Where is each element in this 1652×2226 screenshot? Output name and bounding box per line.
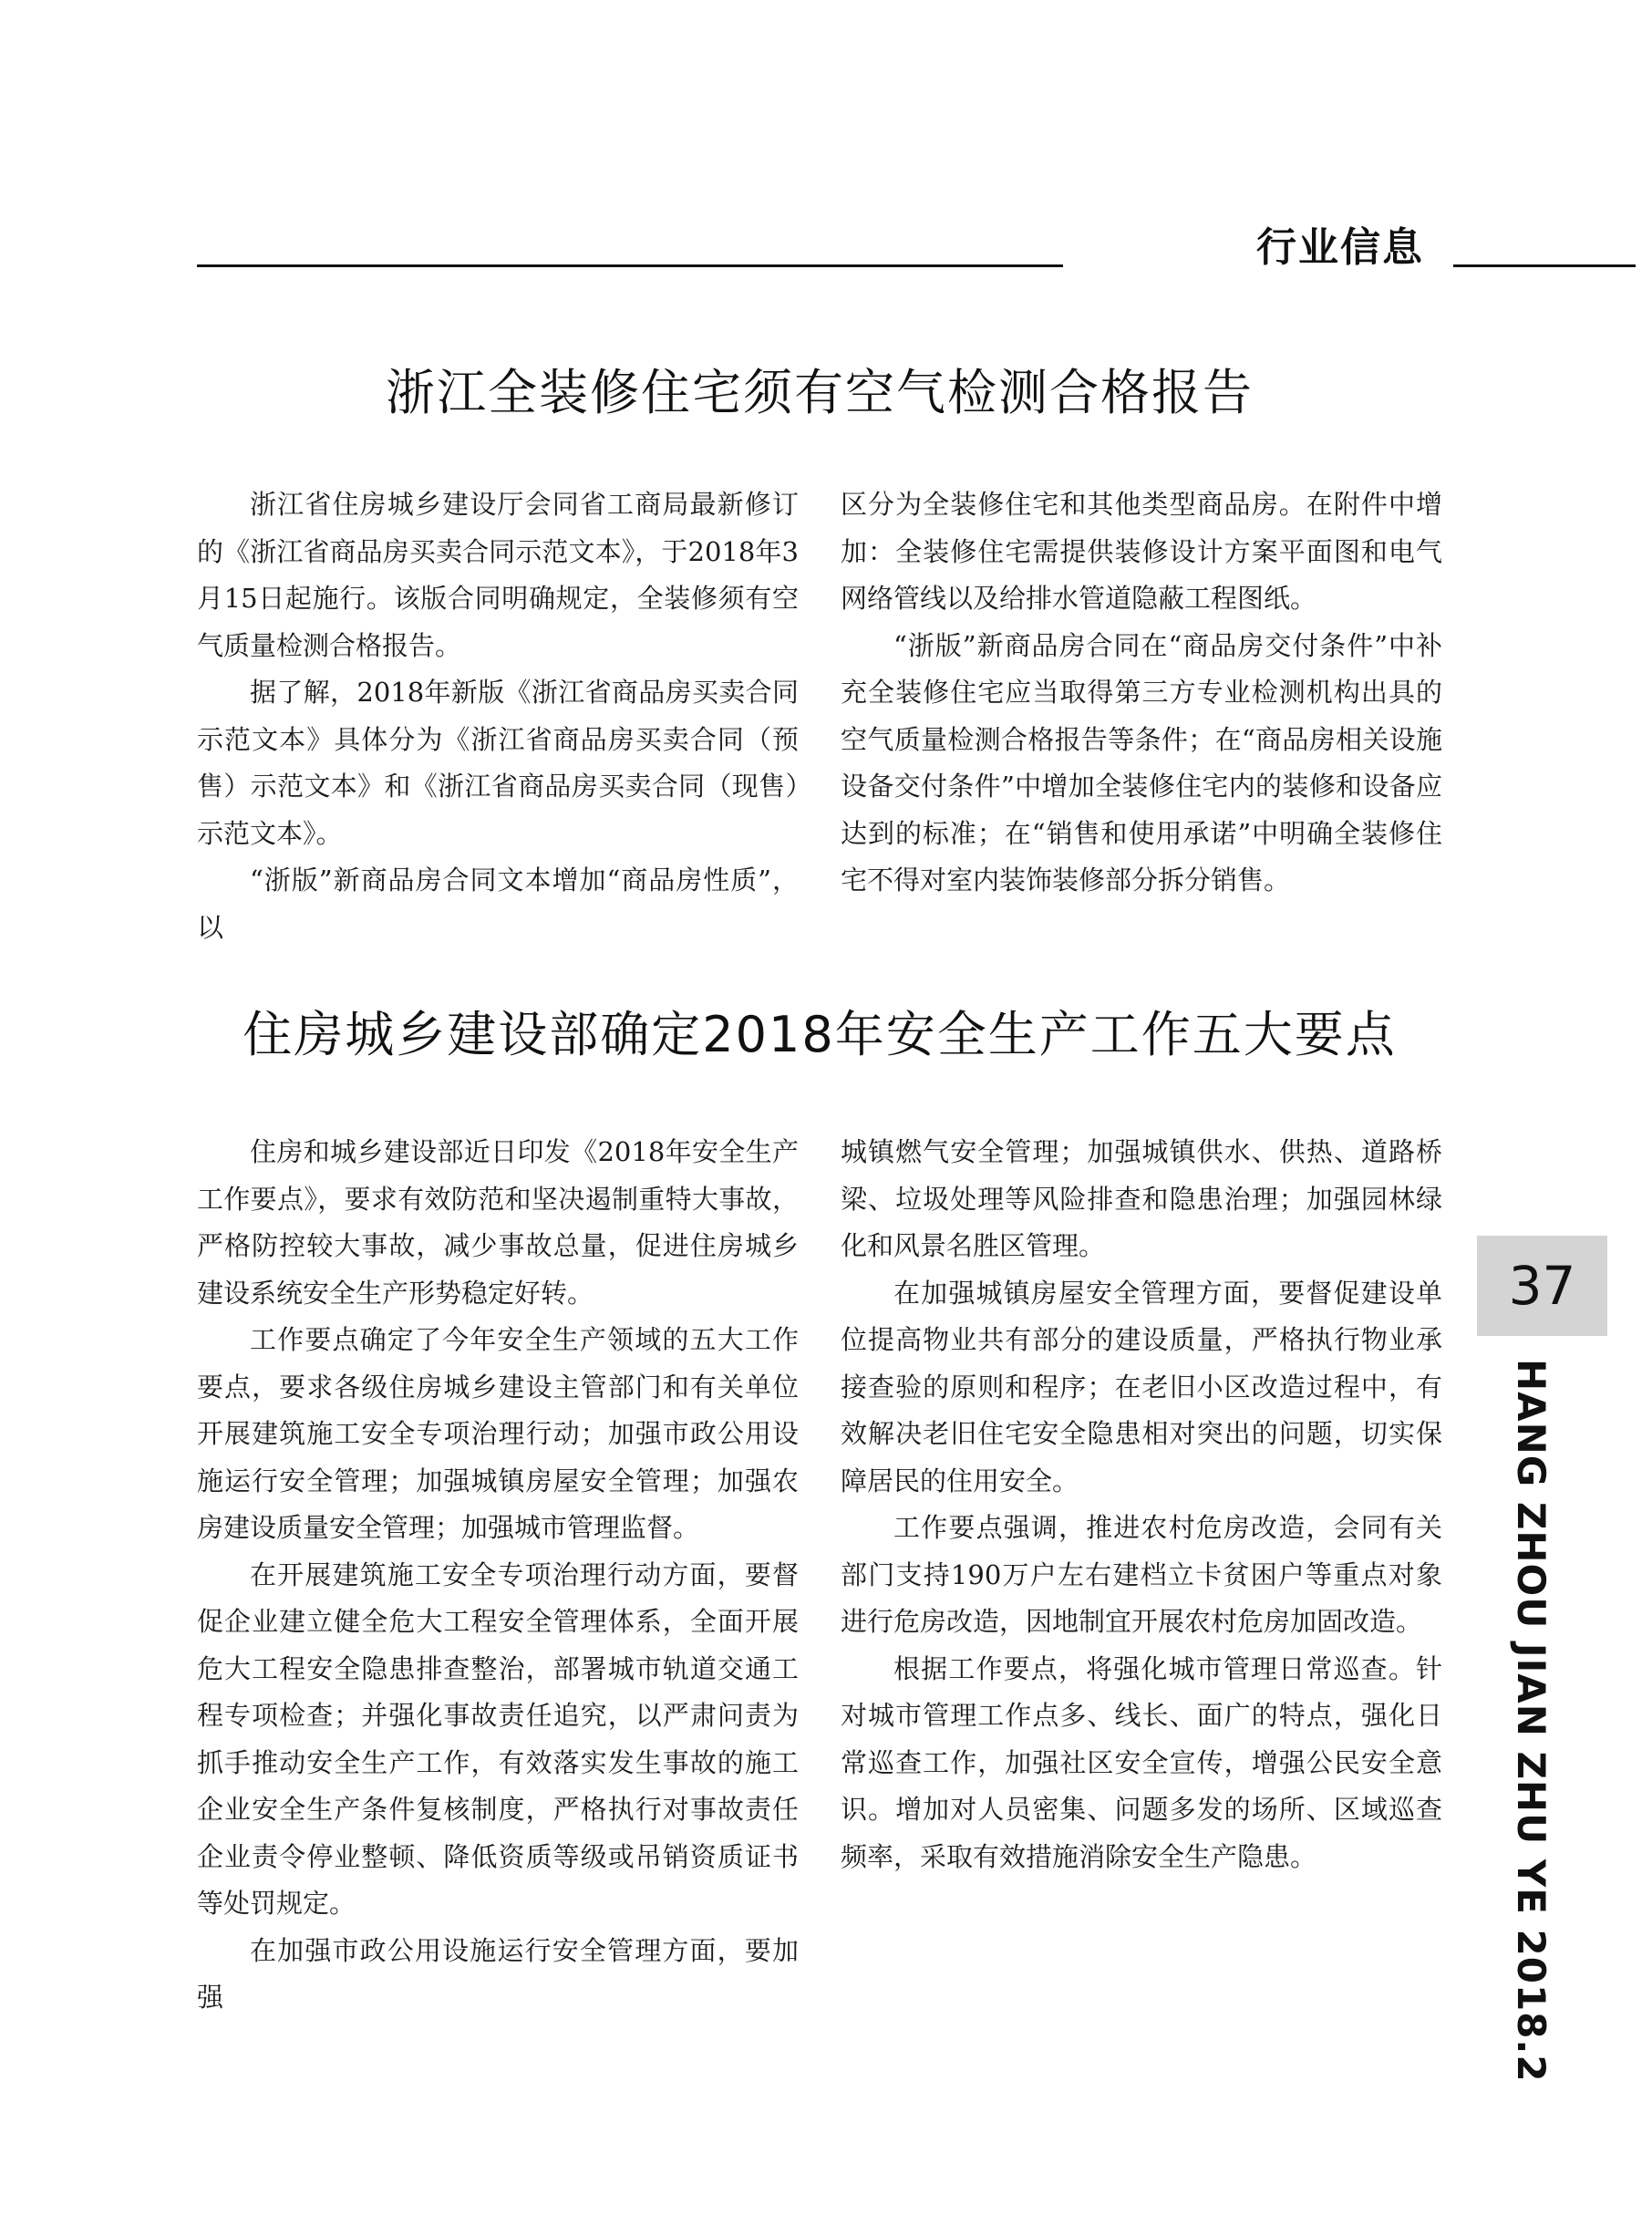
article-title: 住房城乡建设部确定2018年安全生产工作五大要点: [243, 1006, 1397, 1063]
section-label: 行业信息: [1256, 224, 1424, 271]
right-column: [841, 1129, 1442, 2022]
paragraph: 在加强城镇房屋安全管理方面，要督促建设单位提高物业共有部分的建设质量，严格执行物业承接查验的原则和程序；在老旧小区改造过程中，有效解决老旧住宅安全隐患相对突出的问题，切实保障居民的住用安全。: [841, 1277, 1442, 1496]
page-number: 37: [1477, 1236, 1607, 1336]
masthead: HANG ZHOU JIAN ZHU YE 2018.2: [1509, 1359, 1554, 2083]
left-column: [197, 1129, 799, 2022]
paragraph: “浙版”新商品房合同在“商品房交付条件”中补充全装修住宅应当取得第三方专业检测机构出具的空气质量检测合格报告等条件；在“商品房相关设施设备交付条件”中增加全装修住宅内的装修和设备应达到的标准；在“销售和使用承诺”中明确全装修住宅不得对室内装饰装修部分拆分销售。: [841, 629, 1442, 896]
paragraph: 浙江省住房城乡建设厅会同省工商局最新修订的《浙江省商品房买卖合同示范文本》，于2018年3月15日起施行。该版合同明确规定，全装修须有空气质量检测合格报告。: [197, 489, 799, 661]
paragraph: 在加强市政公用设施运行安全管理方面，要加强: [197, 1934, 799, 2013]
article-body: [197, 1129, 1442, 2022]
paragraph: 住房和城乡建设部近日印发《2018年安全生产工作要点》，要求有效防范和坚决遏制重特大事故，严格防控较大事故，减少事故总量，促进住房城乡建设系统安全生产形势稳定好转。: [197, 1136, 799, 1309]
article-title: 浙江全装修住宅须有空气检测合格报告: [386, 364, 1254, 421]
paragraph: 工作要点确定了今年安全生产领域的五大工作要点，要求各级住房城乡建设主管部门和有关单位开展建筑施工安全专项治理行动；加强市政公用设施运行安全管理；加强城镇房屋安全管理；加强农房建设质量安全管理；加强城市管理监督。: [197, 1324, 799, 1543]
section-header: [197, 222, 1442, 274]
paragraph: 在开展建筑施工安全专项治理行动方面，要督促企业建立健全危大工程安全管理体系，全面开展危大工程安全隐患排查整治，部署城市轨道交通工程专项检查；并强化事故责任追究，以严肃问责为抓手推动安全生产工作，有效落实发生事故的施工企业安全生产条件复核制度，严格执行对事故责任企业责令停业整顿、降低资质等级或吊销资质证书等处罚规定。: [197, 1558, 799, 1919]
paragraph: 工作要点强调，推进农村危房改造，会同有关部门支持190万户左右建档立卡贫困户等重点对象进行危房改造，因地制宜开展农村危房加固改造。: [841, 1512, 1442, 1637]
paragraph-continuation: 城镇燃气安全管理；加强城镇供水、供热、道路桥梁、垃圾处理等风险排查和隐患治理；加强园林绿化和风景名胜区管理。: [841, 1136, 1442, 1261]
paragraph: 根据工作要点，将强化城市管理日常巡查。针对城市管理工作点多、线长、面广的特点，强化日常巡查工作，加强社区安全宣传，增强公民安全意识。增加对人员密集、问题多发的场所、区域巡查频率，采取有效措施消除安全生产隐患。: [841, 1652, 1442, 1872]
article-body: [197, 481, 1442, 951]
right-column: [841, 481, 1442, 951]
paragraph: 据了解，2018年新版《浙江省商品房买卖合同示范文本》具体分为《浙江省商品房买卖合同（预售）示范文本》和《浙江省商品房买卖合同（现售）示范文本》。: [197, 677, 799, 849]
left-column: [197, 481, 799, 951]
paragraph: “浙版”新商品房合同文本增加“商品房性质”，以: [197, 865, 799, 943]
header-rule-left: [197, 264, 1063, 267]
paragraph-continuation: 区分为全装修住宅和其他类型商品房。在附件中增加：全装修住宅需提供装修设计方案平面图和电气网络管线以及给排水管道隐蔽工程图纸。: [841, 489, 1442, 614]
header-rule-right: [1453, 264, 1636, 267]
